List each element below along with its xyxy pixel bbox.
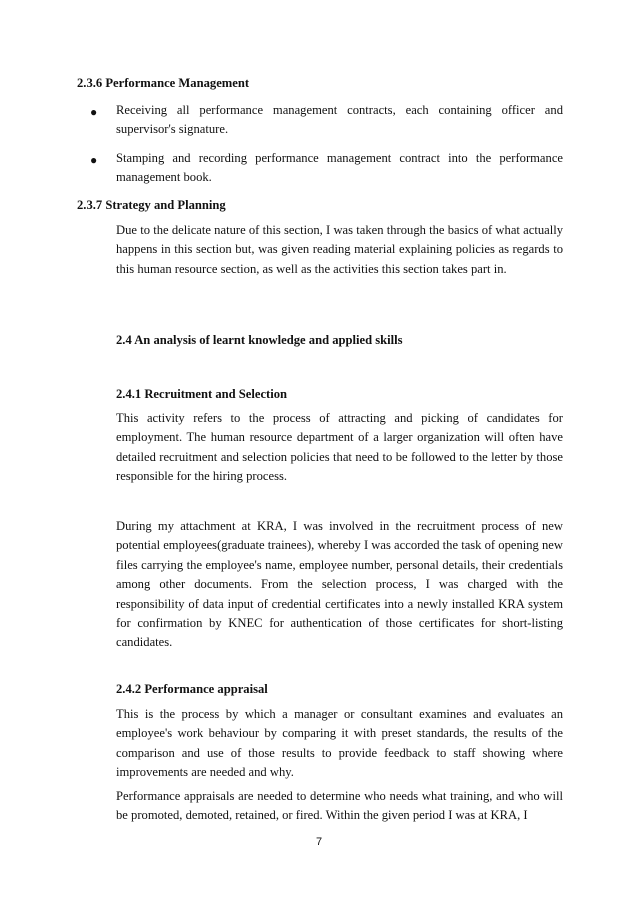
bullet-item: Receiving all performance management contracts, each containing officer and supervisor's signature. <box>116 103 563 137</box>
section-heading-performance-appraisal: 2.4.2 Performance appraisal <box>116 682 268 696</box>
bullet-icon: ● <box>90 105 98 119</box>
recruitment-paragraph-2: During my attachment at KRA, I was involved in the recruitment process of new potential employees(graduate trainees), whereby I was accorded the task of opening new files carrying the employee's name, employee number, personal details, their credentials among other documents. From the selection process, I was charged with the responsibility of data input of credential certificates into a newly installed KRA system for confirmation by KNEC for authentication of those certificates for short-listing candidates. <box>116 519 563 650</box>
section-heading-strategy-planning: 2.3.7 Strategy and Planning <box>77 198 226 212</box>
bullet-icon: ● <box>90 153 98 167</box>
recruitment-paragraph-1: This activity refers to the process of attracting and picking of candidates for employment. The human resource department of a larger organization will often have detailed recruitment and selection policies that need to be followed to the letter by those responsible for the hiring process. <box>116 411 563 484</box>
section-heading-recruitment: 2.4.1 Recruitment and Selection <box>116 387 288 401</box>
bullet-item: Stamping and recording performance management contract into the performance management book. <box>116 151 563 185</box>
section-heading-performance-management: 2.3.6 Performance Management <box>77 76 250 90</box>
appraisal-paragraph-2: Performance appraisals are needed to determine who needs what training, and who will be promoted, demoted, retained, or fired. Within the given period I was at KRA, I <box>116 789 563 823</box>
page-number: 7 <box>315 836 323 848</box>
strategy-paragraph: Due to the delicate nature of this section, I was taken through the basics of what actually happens in this section but, was given reading material explaining policies as regards to this human resource section, as well as the activities this section takes part in. <box>116 223 563 276</box>
section-heading-analysis: 2.4 An analysis of learnt knowledge and applied skills <box>116 333 403 347</box>
appraisal-paragraph-1: This is the process by which a manager or consultant examines and evaluates an employee's work behaviour by comparing it with preset standards, the results of the comparison and use of those results to provide feedback to staff showing where improvements are needed and why. <box>116 707 563 780</box>
